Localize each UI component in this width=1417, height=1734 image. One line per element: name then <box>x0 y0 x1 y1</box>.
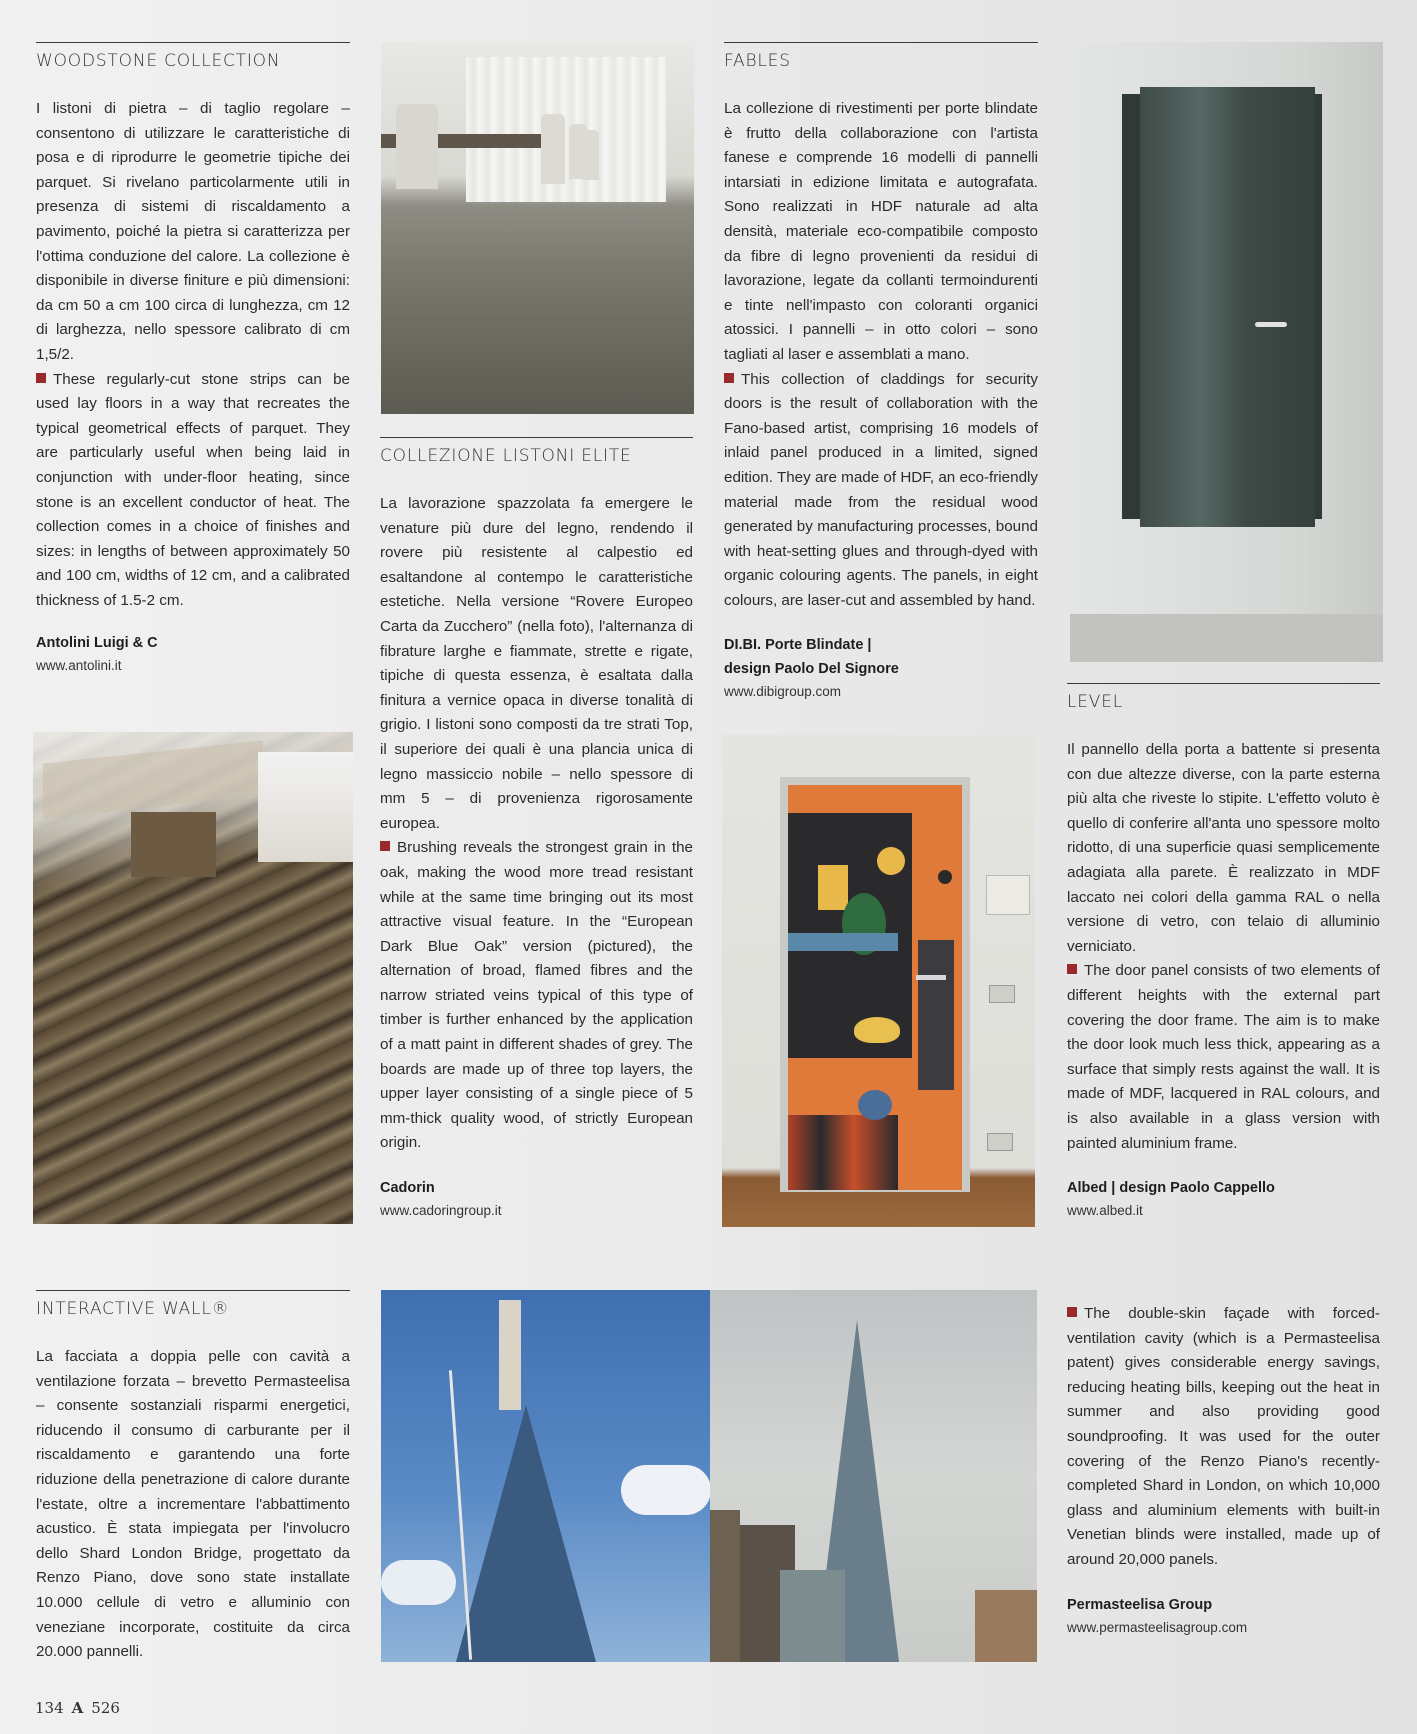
article-title: FABLES <box>724 51 791 71</box>
article-body <box>724 97 1038 613</box>
door-panel-shape <box>788 785 962 1190</box>
shard-completed-image <box>710 1290 1037 1662</box>
english-text: This collection of claddings for security doors is the result of collaboration with the Fano-based artist, comprising 16 models of inlaid panel produced in a limited, signed edition. They are made of HDF, an eco-friendly material made from the residual wood generated by manufacturing processes, bound with heat-setting glues and through-dyed with organic colouring agents. The panels, in eight colours, are laser-cut and assembled by hand. <box>724 370 1038 609</box>
italian-text: I listoni di pietra – di taglio regolare – consentono di utilizzare le caratteristiche di posa e di riprodurre le geometrie tipiche dei parquet. Si rivelano particolarmente utili in presenza di sistemi di riscaldamento a pavimento, poiché la pietra si caratterizza per l'ottima conduzione del calore. La collezione è disponibile in diverse finiture e più dimensioni: da cm 50 a cm 100 circa di lunghezza, cm 12 di larghezza, nello spessore calibrato di cm 1,5/2. <box>36 100 350 363</box>
building-shape <box>780 1570 845 1662</box>
section-rule <box>380 437 693 438</box>
chair-shape <box>541 114 565 184</box>
page-number: 134 <box>35 1699 64 1717</box>
bookshelf-shape <box>258 752 353 862</box>
article-body <box>36 97 350 613</box>
company-url[interactable]: www.albed.it <box>1067 1203 1143 1219</box>
inlaid-door-image <box>722 735 1035 1227</box>
english-text: The door panel consists of two elements of different heights with the external part covering the door frame. The aim is to make the door look much less thick, appearing as a surface that simply rests against the wall. It is made of MDF, lacquered in RAL colours, and is also available in a glass version with painted aluminium frame. <box>1067 962 1380 1152</box>
article-body <box>380 492 693 1156</box>
italian-text: Il pannello della porta a battente si presenta con due altezze diverse, con la parte esterna più alta che riveste lo stipite. L'effetto voluto è quello di conferire all'anta uno spessore molto ridotto, di una superficie quasi semplicemente adagiata alla parete. È realizzato in MDF laccato nei colori della gamma RAL o nella versione di vetro, con telaio di alluminio verniciato. <box>1067 741 1380 955</box>
article-body-italian <box>36 1345 350 1665</box>
english-paragraph <box>380 836 693 1156</box>
tower-top-shape <box>499 1300 521 1410</box>
tower-shape <box>456 1405 596 1662</box>
floor-tiles-shape <box>1070 614 1383 662</box>
company-url[interactable]: www.dibigroup.com <box>724 684 842 700</box>
article-title: WOODSTONE COLLECTION <box>36 51 281 71</box>
company-url[interactable]: www.permasteelisagroup.com <box>1067 1619 1248 1635</box>
switch-shape <box>989 985 1015 1003</box>
company-url[interactable]: www.cadoringroup.it <box>380 1203 502 1219</box>
oak-floor-image <box>381 42 694 414</box>
houses-shape <box>788 1115 898 1190</box>
company-name: Cadorin <box>380 1180 435 1197</box>
english-text: These regularly-cut stone strips can be used lay floors in a way that recreates the typical geometrical effects of parquet. They are particularly useful when being laid in conjunction with under-floor heating, since stone is an excellent conductor of heat. The collection comes in a choice of finishes and sizes: in lengths of between approximately 50 and 100 cm, widths of 12 cm, and a calibrated thickness of 1.5-2 cm. <box>36 370 350 609</box>
curtain-window-shape <box>466 57 666 202</box>
company-name-line1: DI.BI. Porte Blindate | <box>724 637 872 654</box>
sun-circle-shape <box>877 847 905 875</box>
company-name: Permasteelisa Group <box>1067 1596 1213 1613</box>
article-title: LEVEL <box>1067 692 1124 712</box>
glass-table-shape <box>43 740 263 818</box>
issue-number: 526 <box>91 1699 120 1717</box>
article-woodstone <box>36 42 350 677</box>
article-interactive-wall-english <box>1067 1290 1380 1639</box>
italian-text: La facciata a doppia pelle con cavità a ventilazione forzata – brevetto Permasteelisa – consente sostanziali risparmi energetici, riducendo il consumo di carburante per il riscaldamento e garantendo una forte riduzione della penetrazione di calore durante l'estate, oltre a incrementare l'abbattimento acustico. È stata impiegata per l'involucro dello Shard London Bridge, progettato da Renzo Piano, dove sono state installate 10.000 cellule di vetro e alluminio con veneziane incorporate, costituite da circa 20.000 pannelli. <box>36 1348 350 1661</box>
socket-shape <box>987 1133 1013 1151</box>
article-level <box>1067 683 1380 1222</box>
english-text: The double-skin façade with forced-ventilation cavity (which is a Permasteelisa patent) gives considerable energy savings, reducing heating bills, keeping out the heat in summer and also providing good soundproofing. It was used for the outer covering of the Renzo Piano's recently-completed Shard in London, on which 10,000 glass and aluminium elements with built-in Venetian blinds were installed, made up of around 20,000 panels. <box>1067 1305 1380 1568</box>
italian-text: La collezione di rivestimenti per porte blindate è frutto della collaborazione con l'artista fanese e comprende 16 modelli di pannelli intarsiati in edizione limitata e autografata. Sono realizzati in HDF naturale ad alta densità, materiale eco-compatibile composto da fibre di legno provenienti da residui di lavorazione, legate da collanti termoindurenti e tinte nell'impasto con coloranti organici atossici. I pannelli – in otto colori – sono tagliati al laser e assemblati a mano. <box>724 100 1038 363</box>
english-paragraph <box>36 368 350 614</box>
company-name: Antolini Luigi & C <box>36 635 158 652</box>
moon-circle-shape <box>938 870 952 884</box>
company-url[interactable]: www.antolini.it <box>36 658 122 674</box>
marble-floor-image <box>33 732 353 1224</box>
section-rule <box>36 1290 350 1291</box>
bullet-square-icon <box>380 841 390 851</box>
article-fables <box>724 42 1038 703</box>
bullet-square-icon <box>36 373 46 383</box>
blue-wave-shape <box>788 933 898 951</box>
intercom-shape <box>986 875 1030 915</box>
article-interactive-wall <box>36 1290 350 1665</box>
face-shape <box>818 865 848 910</box>
article-body <box>1067 738 1380 1156</box>
bird-shape <box>854 1017 900 1043</box>
glass-door-panel-shape <box>1140 87 1315 527</box>
shard-construction-image <box>381 1290 710 1662</box>
page-folio <box>35 1699 120 1717</box>
english-text: Brushing reveals the strongest grain in the oak, making the wood more tread resistant while at the same time bringing out its most attractive visual feature. In the “European Dark Blue Oak” version (pictured), the alternation of broad, flamed fibres and the narrow striated veins typical of this type of timber is further enhanced by the application of a matt paint in different shades of grey. The boards are made up of three top layers, the upper layer consisting of a single piece of 5 mm-thick quality wood, of strictly European origin. <box>380 839 693 1152</box>
article-listoni-elite <box>380 437 693 1222</box>
dark-panel-shape <box>918 940 954 1090</box>
door-handle-shape <box>1255 322 1287 327</box>
italian-text: La lavorazione spazzolata fa emergere le venature più dure del legno, rendendo il rovere più resistente al calpestio ed esaltandone al contempo le caratteristiche estetiche. Nella versione “Rovere Europeo Carta da Zucchero” (nella foto), l'alternanza di fibrature larghe e fiammate, strette e rigate, tipiche di questa essenza, è esaltata dalla finitura a vernice opaca in diverse tonalità di grigio. I listoni sono composti da tre strati Top, il superiore dei quali è una plancia unica di legno massiccio nobile – nello spessore di mm 5 – di provenienza rigorosamente europea. <box>380 495 693 832</box>
company-name-line2: design Paolo Del Signore <box>724 661 899 678</box>
glass-door-image <box>1070 42 1383 662</box>
building-shape <box>710 1510 740 1662</box>
bullet-square-icon <box>1067 1307 1077 1317</box>
stone-block-shape <box>131 812 216 877</box>
bullet-square-icon <box>1067 964 1077 974</box>
flower-shape <box>858 1090 892 1120</box>
article-title: INTERACTIVE WALL® <box>36 1299 230 1319</box>
english-paragraph <box>1067 1302 1380 1573</box>
magazine-logo: A <box>71 1699 84 1717</box>
door-handle-shape <box>916 975 946 980</box>
english-paragraph <box>1067 959 1380 1156</box>
chair-shape <box>396 104 438 189</box>
building-shape <box>975 1590 1037 1662</box>
bullet-square-icon <box>724 373 734 383</box>
cloud-shape <box>621 1465 710 1515</box>
cloud-shape <box>381 1560 456 1605</box>
section-rule <box>1067 683 1380 684</box>
company-name: Albed | design Paolo Cappello <box>1067 1180 1275 1197</box>
section-rule <box>724 42 1038 43</box>
english-paragraph <box>724 368 1038 614</box>
chair-shape <box>583 130 599 180</box>
article-title: COLLEZIONE LISTONI ELITE <box>380 446 632 466</box>
section-rule <box>36 42 350 43</box>
article-body-english <box>1067 1302 1380 1573</box>
